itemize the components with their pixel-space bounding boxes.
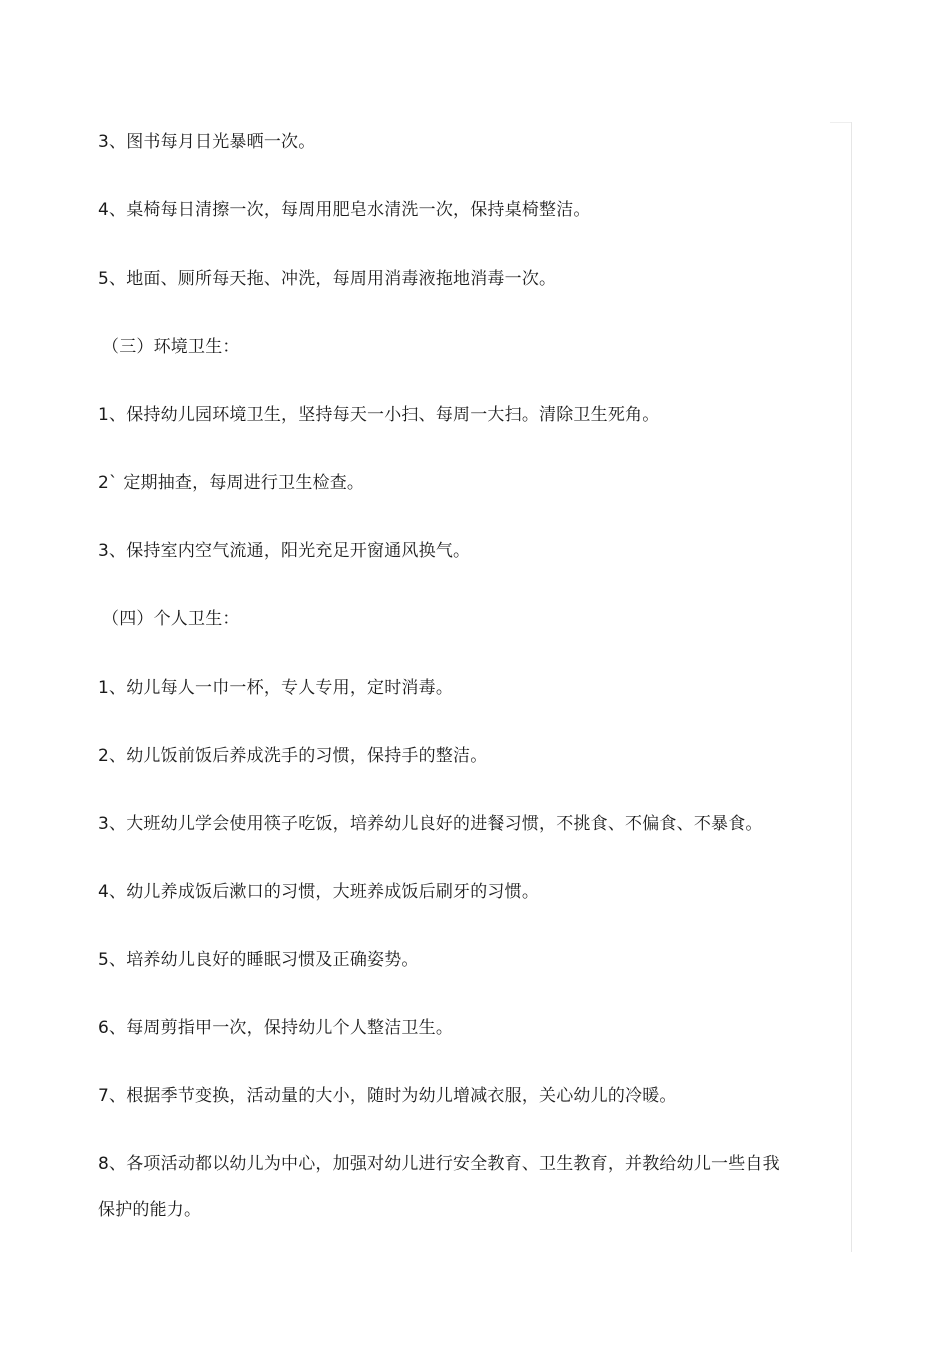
text-line-personal-8-continued: 保护的能力。 xyxy=(98,1200,202,1220)
text-line-personal-6: 6、每周剪指甲一次，保持幼儿个人整洁卫生。 xyxy=(98,1018,454,1038)
text-line-personal-7: 7、根据季节变换，活动量的大小，随时为幼儿增减衣服，关心幼儿的冷暖。 xyxy=(98,1086,677,1106)
text-line-floors: 5、地面、厕所每天拖、冲洗，每周用消毒液拖地消毒一次。 xyxy=(98,269,557,289)
text-line-desks: 4、桌椅每日清擦一次，每周用肥皂水清洗一次，保持桌椅整洁。 xyxy=(98,200,591,220)
text-line-personal-1: 1、幼儿每人一巾一杯，专人专用，定时消毒。 xyxy=(98,678,454,698)
section-heading-environment: （三）环境卫生： xyxy=(102,337,240,357)
text-line-environment-2: 2` 定期抽查，每周进行卫生检查。 xyxy=(98,473,365,493)
text-line-environment-3: 3、保持室内空气流通，阳光充足开窗通风换气。 xyxy=(98,541,471,561)
text-line-books: 3、图书每月日光暴晒一次。 xyxy=(98,132,316,152)
text-line-personal-8: 8、各项活动都以幼儿为中心，加强对幼儿进行安全教育、卫生教育，并教给幼儿一些自我 xyxy=(98,1154,780,1174)
text-line-personal-4: 4、幼儿养成饭后漱口的习惯，大班养成饭后刷牙的习惯。 xyxy=(98,882,540,902)
text-line-environment-1: 1、保持幼儿园环境卫生，坚持每天一小扫、每周一大扫。清除卫生死角。 xyxy=(98,405,660,425)
text-line-personal-3: 3、大班幼儿学会使用筷子吃饭，培养幼儿良好的进餐习惯，不挑食、不偏食、不暴食。 xyxy=(98,814,763,834)
text-line-personal-2: 2、幼儿饭前饭后养成洗手的习惯，保持手的整洁。 xyxy=(98,746,488,766)
text-line-personal-5: 5、培养幼儿良好的睡眠习惯及正确姿势。 xyxy=(98,950,419,970)
section-heading-personal: （四）个人卫生： xyxy=(102,609,240,629)
page-corner-rule xyxy=(830,122,852,123)
page-edge-rule xyxy=(851,122,852,1252)
